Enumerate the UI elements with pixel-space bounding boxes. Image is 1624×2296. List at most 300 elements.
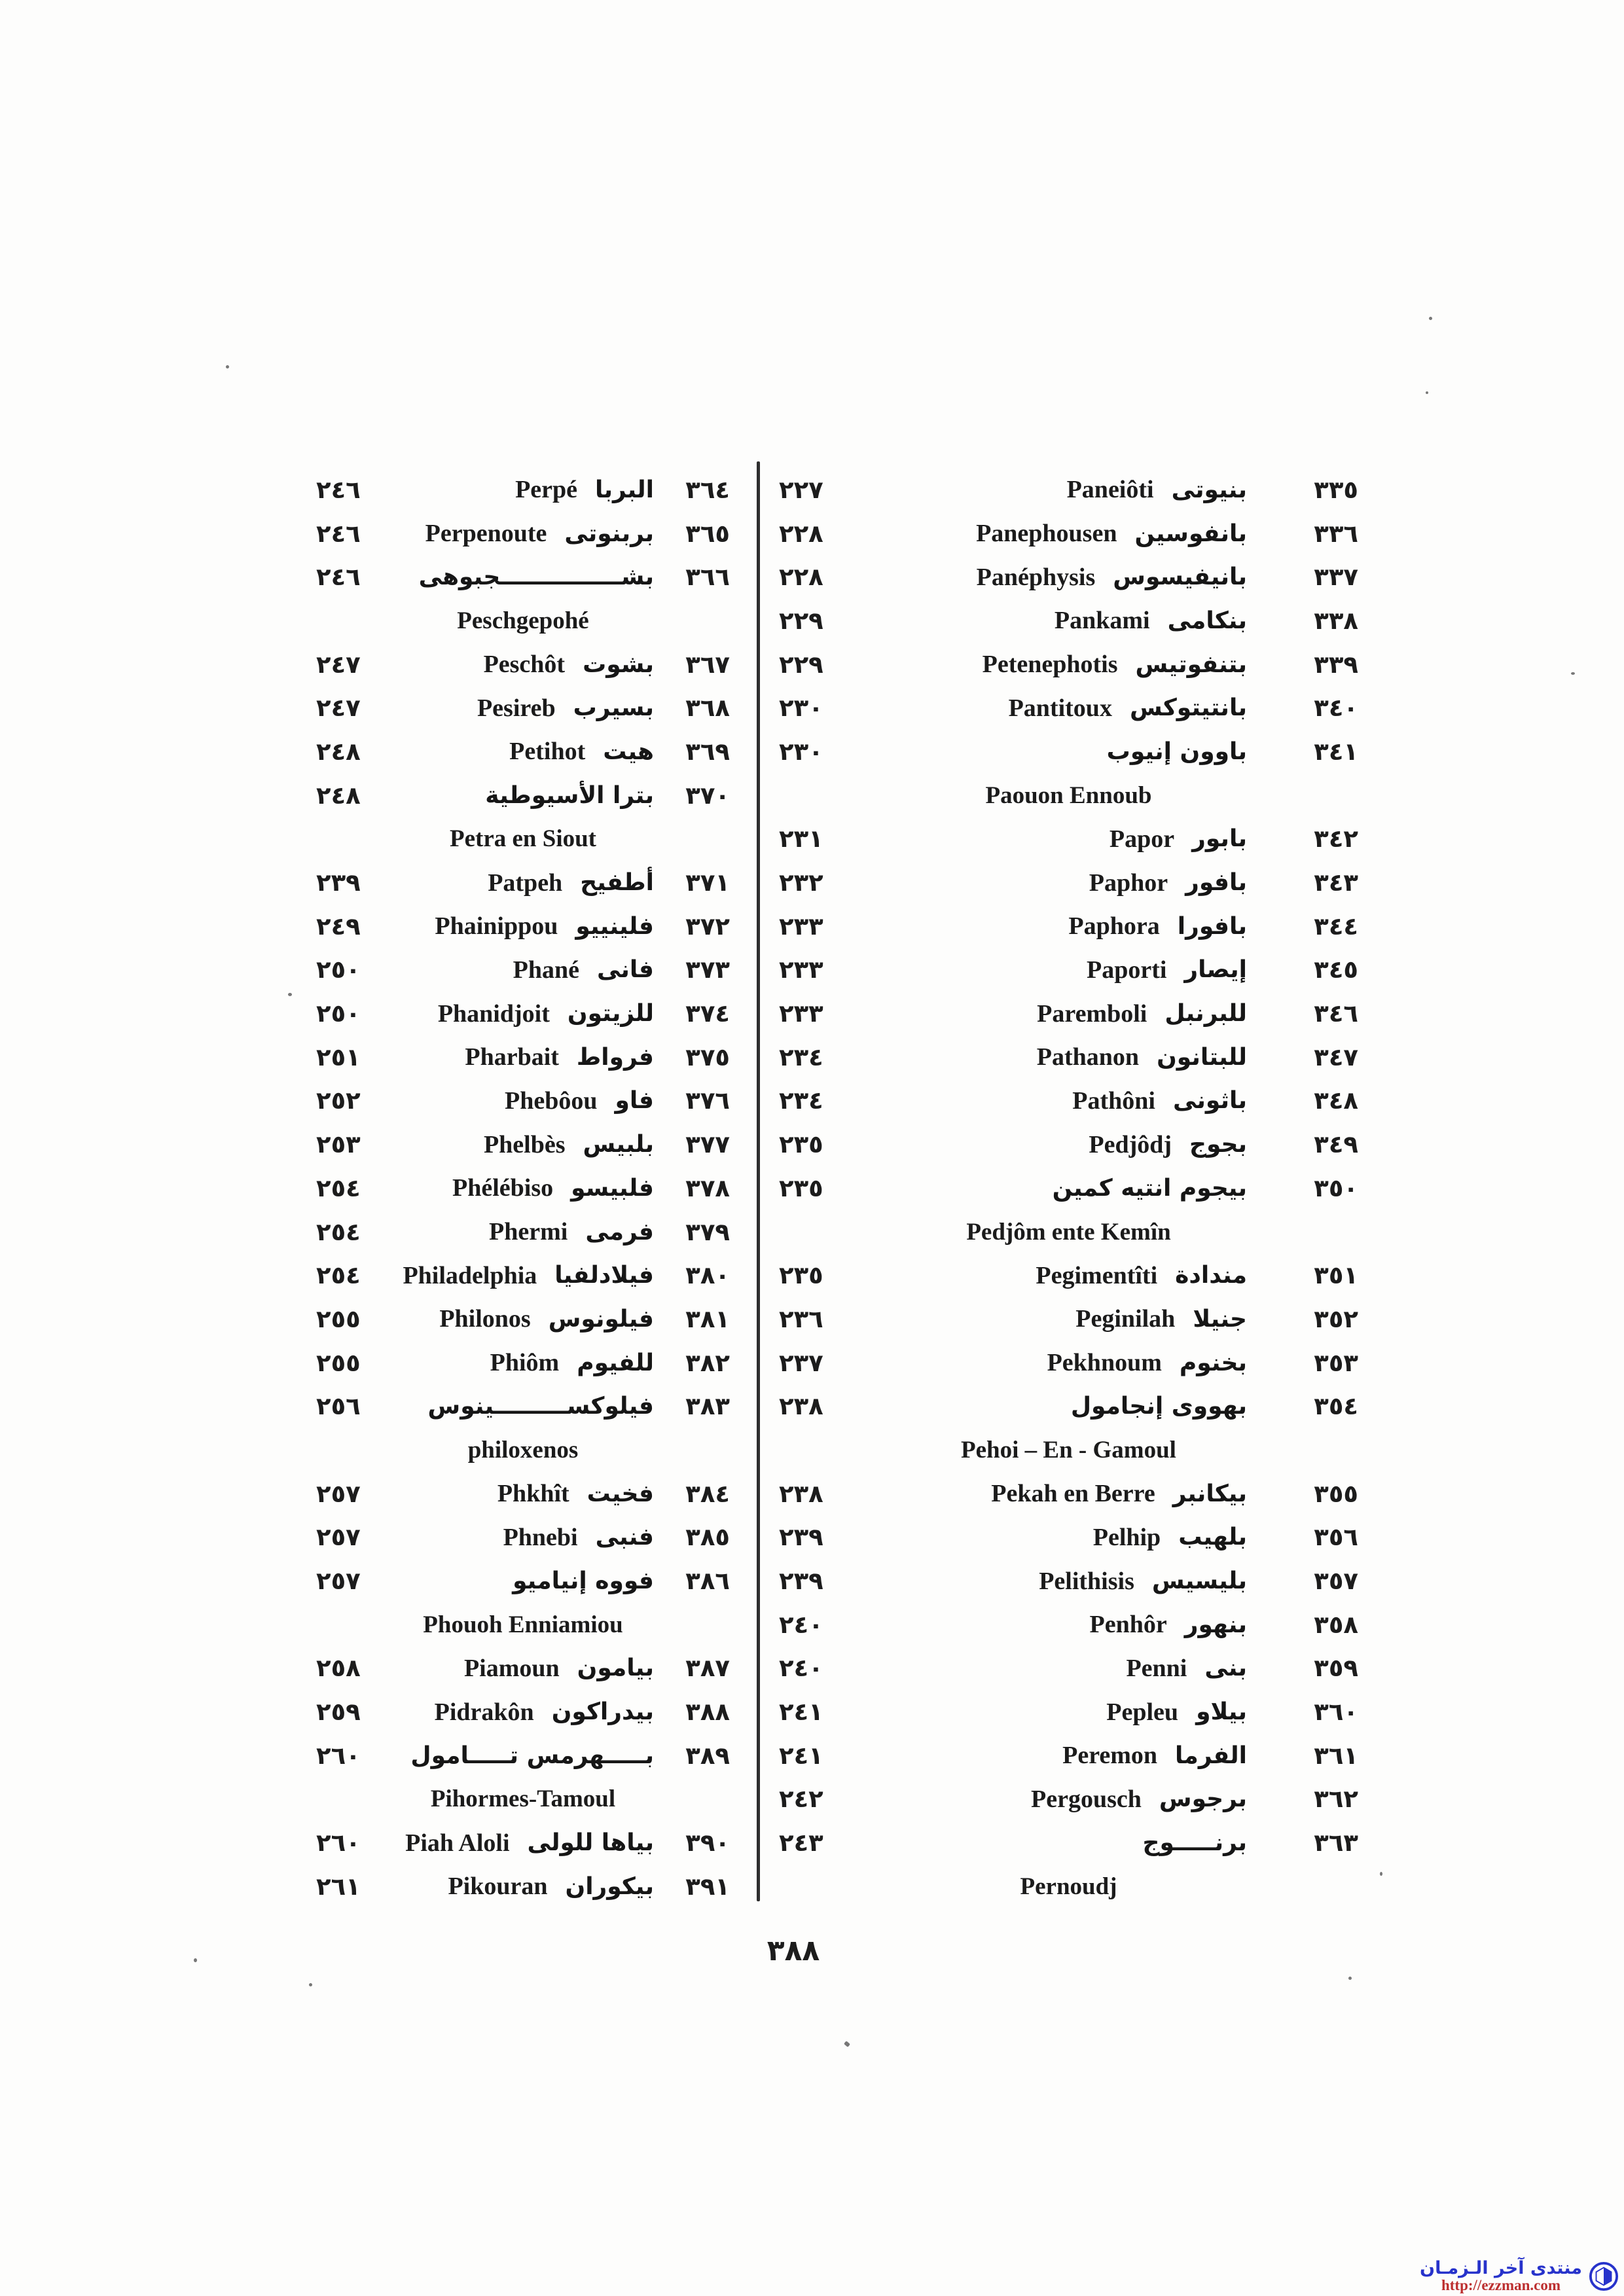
- entry-latin-name: Pepleu: [1106, 1698, 1179, 1726]
- entry-latin-name: Pantitoux: [1008, 694, 1112, 722]
- entry-latin-name: Patpeh: [488, 869, 563, 897]
- entry-name: [844, 869, 1293, 897]
- index-entry-row: [779, 1734, 1358, 1778]
- entry-page-number: ٢٤٠: [779, 1654, 823, 1683]
- entry-serial-number: ٣٨٢: [685, 1348, 730, 1377]
- scan-speck: [1348, 1977, 1352, 1980]
- index-entry-row: [316, 643, 730, 687]
- entry-page-number: ٢٤٢: [779, 1785, 823, 1814]
- entry-arabic-name: بلهيب: [1178, 1524, 1247, 1551]
- index-entry-row: [779, 468, 1358, 512]
- entry-latin-name: Penhôr: [1089, 1611, 1167, 1639]
- index-entry-row: [779, 1035, 1358, 1079]
- entry-arabic-name: بربنوتى: [564, 520, 654, 547]
- entry-serial-number: ٣٤٤: [1314, 912, 1358, 941]
- entry-latin-name-continuation: Peschgepohé: [457, 607, 589, 634]
- entry-name: [844, 650, 1293, 679]
- entry-serial-number: ٣٧٣: [685, 956, 730, 984]
- entry-serial-number: ٣٧٩: [685, 1217, 730, 1246]
- entry-serial-number: ٣٦٥: [685, 519, 730, 548]
- entry-name: [382, 1785, 664, 1813]
- entry-name: [382, 519, 664, 548]
- folio-page-number: ٣٨٨: [767, 1934, 820, 1967]
- entry-serial-number: ٣٤٥: [1314, 956, 1358, 984]
- entry-name: [844, 694, 1293, 723]
- entry-page-number: ٢٦٠: [316, 1829, 361, 1857]
- entry-page-number: ٢٢٨: [779, 563, 823, 592]
- entry-arabic-name: بترا الأسيوطية: [485, 781, 654, 809]
- entry-name: [844, 1523, 1293, 1552]
- index-entry-row: [316, 948, 730, 992]
- entry-arabic-name: برنـــــوج: [1142, 1829, 1247, 1857]
- entry-arabic-name: جنيلا: [1193, 1305, 1247, 1333]
- entry-arabic-name: بـــــهرمس تـــــامول: [410, 1742, 654, 1769]
- entry-page-number: ٢٥٦: [316, 1392, 361, 1421]
- entry-arabic-name: بافورا: [1177, 912, 1247, 940]
- entry-serial-number: ٣٤٦: [1314, 999, 1358, 1028]
- entry-latin-name-continuation: philoxenos: [467, 1436, 579, 1463]
- entry-latin-name-continuation: Petra en Siout: [449, 825, 597, 853]
- entry-arabic-name: بجوج: [1189, 1131, 1247, 1158]
- index-entry-row: [316, 555, 730, 599]
- continuation-row: [316, 1603, 730, 1647]
- entry-page-number: ٢٣٤: [779, 1043, 823, 1071]
- entry-serial-number: ٣٧٤: [685, 999, 730, 1028]
- index-entry-row: [779, 1647, 1358, 1691]
- entry-name: [382, 782, 664, 809]
- entry-name: [844, 1741, 1293, 1770]
- entry-serial-number: ٣٨٩: [685, 1741, 730, 1770]
- entry-arabic-name: فخيت: [586, 1480, 654, 1507]
- entry-serial-number: ٣٩٠: [685, 1829, 730, 1857]
- entry-latin-name: Pathôni: [1072, 1086, 1155, 1115]
- entry-latin-name: Pergousch: [1031, 1785, 1142, 1813]
- entry-page-number: ٢٣٣: [779, 912, 823, 941]
- entry-page-number: ٢٤٨: [316, 781, 361, 810]
- entry-name: [844, 1698, 1293, 1727]
- entry-name: [844, 825, 1293, 853]
- index-entry-row: [316, 1297, 730, 1341]
- entry-serial-number: ٣٦٨: [685, 694, 730, 723]
- entry-name: [382, 999, 664, 1028]
- index-entry-row: [779, 599, 1358, 643]
- entry-latin-name: Philonos: [439, 1305, 531, 1333]
- entry-name: [382, 475, 664, 504]
- entry-page-number: ٢٣١: [779, 825, 823, 853]
- entry-arabic-name: فيلادلفيا: [554, 1262, 654, 1289]
- index-entry-row: [316, 1341, 730, 1385]
- entry-arabic-name: بانتيتوكس: [1129, 694, 1247, 722]
- entry-page-number: ٢٤١: [779, 1698, 823, 1727]
- entry-name: [382, 1436, 664, 1464]
- entry-name: [382, 1304, 664, 1333]
- entry-arabic-name: بلبيس: [583, 1131, 654, 1158]
- index-entry-row: [779, 1253, 1358, 1297]
- entry-serial-number: ٣٦٦: [685, 563, 730, 592]
- entry-latin-name: Pelhip: [1092, 1523, 1161, 1551]
- entry-latin-name: Peremon: [1062, 1742, 1158, 1770]
- entry-name: [844, 1130, 1293, 1159]
- entry-name: [382, 1174, 664, 1202]
- index-entry-row: [779, 512, 1358, 556]
- continuation-row: [316, 1778, 730, 1821]
- entry-serial-number: ٣٣٥: [1314, 475, 1358, 504]
- index-column-right: [779, 468, 1358, 1909]
- index-entry-row: [779, 1122, 1358, 1166]
- entry-page-number: ٢٤٦: [316, 563, 361, 592]
- entry-serial-number: ٣٦٣: [1314, 1829, 1358, 1857]
- entry-latin-name: Panéphysis: [976, 563, 1096, 591]
- entry-page-number: ٢٣٥: [779, 1261, 823, 1290]
- index-entry-row: [316, 905, 730, 948]
- entry-arabic-name: فلبيسو: [571, 1174, 654, 1202]
- entry-page-number: ٢٤١: [779, 1741, 823, 1770]
- scan-speck: [1426, 391, 1428, 394]
- index-entry-row: [316, 1516, 730, 1560]
- entry-name: [844, 563, 1293, 592]
- index-entry-row: [779, 992, 1358, 1035]
- entry-page-number: ٢٤٦: [316, 475, 361, 504]
- entry-name: [844, 1610, 1293, 1639]
- index-entry-row: [779, 1472, 1358, 1516]
- entry-page-number: ٢٣٨: [779, 1392, 823, 1421]
- entry-page-number: ٢٢٨: [779, 519, 823, 548]
- entry-arabic-name: باثونى: [1172, 1087, 1247, 1115]
- entry-name: [844, 519, 1293, 548]
- entry-latin-name-continuation: Pedjôm ente Kemîn: [966, 1218, 1171, 1246]
- entry-latin-name: Pelithisis: [1039, 1567, 1134, 1595]
- entry-latin-name-continuation: Paouon Ennoub: [985, 781, 1152, 809]
- watermark-site-url: http://ezzman.com: [1441, 2276, 1561, 2293]
- entry-latin-name: Phainippou: [435, 912, 558, 941]
- entry-arabic-name: بيكوران: [565, 1873, 654, 1900]
- entry-arabic-name: الفرما: [1175, 1742, 1247, 1769]
- entry-page-number: ٢٣٠: [779, 737, 823, 766]
- index-entry-row: [779, 1166, 1358, 1210]
- index-entry-row: [316, 1821, 730, 1865]
- entry-name: [844, 1785, 1293, 1814]
- index-entry-row: [316, 861, 730, 905]
- index-entry-row: [316, 686, 730, 730]
- index-entry-row: [316, 1647, 730, 1691]
- entry-serial-number: ٣٣٩: [1314, 650, 1358, 679]
- entry-arabic-name: بليسيس: [1151, 1568, 1247, 1595]
- entry-name: [382, 1217, 664, 1246]
- entry-latin-name: Pharbait: [465, 1043, 559, 1071]
- entry-name: [382, 1479, 664, 1508]
- entry-name: [844, 738, 1293, 765]
- entry-serial-number: ٣٨٥: [685, 1523, 730, 1552]
- entry-latin-name-continuation: Phouoh Enniamiou: [423, 1611, 623, 1638]
- entry-page-number: ٢٣٨: [779, 1479, 823, 1508]
- entry-latin-name: Perpé: [515, 476, 578, 504]
- entry-arabic-name: بنى: [1204, 1655, 1247, 1682]
- entry-latin-name: Pankami: [1054, 607, 1150, 635]
- entry-name: [382, 1568, 664, 1594]
- entry-latin-name: Phelbès: [483, 1130, 566, 1158]
- entry-serial-number: ٣٧٧: [685, 1130, 730, 1159]
- entry-latin-name: Pekah en Berre: [991, 1480, 1155, 1508]
- entry-arabic-name: فيلونوس: [548, 1305, 654, 1333]
- entry-latin-name: Paphor: [1089, 869, 1168, 897]
- entry-serial-number: ٣٦٤: [685, 475, 730, 504]
- entry-latin-name: Penni: [1126, 1654, 1187, 1682]
- continuation-row: [779, 774, 1358, 817]
- scan-speck: [1380, 1872, 1382, 1876]
- entry-name: [382, 1086, 664, 1115]
- entry-arabic-name: مندادة: [1175, 1262, 1247, 1289]
- index-entry-row: [779, 1384, 1358, 1428]
- entry-name: [382, 1523, 664, 1552]
- entry-page-number: ٢٣٦: [779, 1304, 823, 1333]
- entry-serial-number: ٣٦٧: [685, 650, 730, 679]
- entry-page-number: ٢٣٩: [779, 1523, 823, 1552]
- entry-name: [844, 1393, 1293, 1420]
- entry-name: [382, 869, 664, 897]
- index-entry-row: [316, 1253, 730, 1297]
- entry-arabic-name: للفيوم: [577, 1349, 654, 1376]
- hexagon-in-circle-icon: [1589, 2261, 1619, 2291]
- entry-page-number: ٢٥٢: [316, 1086, 361, 1115]
- index-entry-row: [316, 1559, 730, 1603]
- entry-page-number: ٢٣٢: [779, 869, 823, 897]
- entry-latin-name-continuation: Pihormes-Tamoul: [430, 1785, 616, 1813]
- column-divider-rule: [757, 461, 760, 1901]
- entry-serial-number: ٣٧٥: [685, 1043, 730, 1071]
- entry-serial-number: ٣٧٨: [685, 1174, 730, 1202]
- entry-arabic-name: للزيتون: [567, 1000, 654, 1028]
- entry-serial-number: ٣٦١: [1314, 1741, 1358, 1770]
- entry-serial-number: ٣٩١: [685, 1872, 730, 1901]
- scan-speck: [1571, 672, 1575, 675]
- entry-latin-name: Papor: [1109, 825, 1175, 853]
- entry-arabic-name: هيت: [603, 738, 654, 765]
- entry-name: [382, 1393, 664, 1420]
- entry-page-number: ٢٥٤: [316, 1217, 361, 1246]
- entry-arabic-name: إيصار: [1184, 956, 1247, 984]
- entry-latin-name: Philadelphia: [403, 1261, 537, 1289]
- index-entry-row: [316, 1079, 730, 1123]
- entry-name: [382, 1261, 664, 1290]
- entry-serial-number: ٣٥٠: [1314, 1174, 1358, 1202]
- index-entry-row: [779, 948, 1358, 992]
- index-entry-row: [316, 730, 730, 774]
- watermark-site-name: منتدى آخر الـزمـان: [1420, 2257, 1582, 2278]
- entry-name: [844, 1304, 1293, 1333]
- entry-arabic-name: للبرنبل: [1164, 1000, 1247, 1028]
- entry-latin-name: Phermi: [489, 1218, 568, 1246]
- entry-arabic-name: بانفوسين: [1134, 520, 1247, 547]
- entry-serial-number: ٣٨٤: [685, 1479, 730, 1508]
- entry-serial-number: ٣٧٦: [685, 1086, 730, 1115]
- index-entry-row: [316, 1472, 730, 1516]
- entry-name: [844, 956, 1293, 984]
- scan-speck: [288, 993, 292, 996]
- entry-serial-number: ٣٨٨: [685, 1698, 730, 1727]
- entry-serial-number: ٣٨٦: [685, 1567, 730, 1596]
- entry-name: [844, 1348, 1293, 1377]
- entry-page-number: ٢٥٥: [316, 1348, 361, 1377]
- entry-page-number: ٢٤٦: [316, 519, 361, 548]
- index-entry-row: [779, 1690, 1358, 1734]
- entry-arabic-name: بخنوم: [1179, 1349, 1247, 1376]
- entry-name: [382, 1872, 664, 1901]
- entry-name: [844, 999, 1293, 1028]
- entry-name: [844, 1479, 1293, 1508]
- index-entry-row: [316, 774, 730, 817]
- entry-page-number: ٢٢٧: [779, 475, 823, 504]
- continuation-row: [316, 817, 730, 861]
- index-entry-row: [779, 686, 1358, 730]
- entry-page-number: ٢٤٧: [316, 650, 361, 679]
- entry-page-number: ٢٣٩: [779, 1567, 823, 1596]
- entry-latin-name: Phiôm: [490, 1349, 560, 1377]
- entry-name: [844, 1654, 1293, 1683]
- entry-serial-number: ٣٧٢: [685, 912, 730, 941]
- entry-serial-number: ٣٥٩: [1314, 1654, 1358, 1683]
- index-column-left: [316, 468, 730, 1909]
- entry-page-number: ٢٦٠: [316, 1741, 361, 1770]
- scan-speck: [194, 1958, 197, 1962]
- entry-serial-number: ٣٣٦: [1314, 519, 1358, 548]
- entry-name: [382, 607, 664, 635]
- entry-name: [382, 1130, 664, 1159]
- entry-name: [844, 1829, 1293, 1856]
- watermark: [1420, 2259, 1619, 2293]
- entry-page-number: ٢٦١: [316, 1872, 361, 1901]
- entry-arabic-name: بيكانبر: [1172, 1480, 1247, 1507]
- entry-serial-number: ٣٤٠: [1314, 694, 1358, 723]
- entry-latin-name-continuation: Pernoudj: [1020, 1873, 1117, 1900]
- entry-arabic-name: بهووى إنجامول: [1070, 1393, 1247, 1420]
- entry-latin-name: Perpenoute: [425, 520, 547, 548]
- entry-name: [382, 650, 664, 679]
- entry-latin-name: Pathanon: [1036, 1043, 1140, 1071]
- entry-arabic-name: فرواط: [576, 1043, 654, 1071]
- entry-serial-number: ٣٥٣: [1314, 1348, 1358, 1377]
- entry-page-number: ٢٣٩: [316, 869, 361, 897]
- entry-page-number: ٢٥٠: [316, 999, 361, 1028]
- entry-page-number: ٢٥٨: [316, 1654, 361, 1683]
- entry-name: [382, 564, 664, 590]
- entry-page-number: ٢٣٥: [779, 1174, 823, 1202]
- index-entry-row: [316, 992, 730, 1035]
- entry-latin-name: Paporti: [1086, 956, 1167, 984]
- scan-speck: [1429, 317, 1432, 320]
- continuation-row: [316, 1428, 730, 1472]
- entry-arabic-name: برجوس: [1159, 1785, 1247, 1813]
- entry-latin-name: Paremboli: [1037, 999, 1147, 1028]
- entry-arabic-name: فلينييو: [575, 912, 654, 940]
- scan-speck: [226, 365, 229, 368]
- entry-latin-name: Paneiôti: [1066, 476, 1154, 504]
- entry-arabic-name: بياها للولى: [527, 1829, 654, 1857]
- index-entry-row: [316, 1210, 730, 1254]
- index-entry-row: [316, 1166, 730, 1210]
- entry-latin-name-continuation: Pehoi – En - Gamoul: [961, 1436, 1176, 1463]
- entry-latin-name: Peginilah: [1075, 1305, 1176, 1333]
- index-entry-row: [316, 1122, 730, 1166]
- entry-page-number: ٢٥٥: [316, 1304, 361, 1333]
- entry-serial-number: ٣٤٣: [1314, 869, 1358, 897]
- continuation-row: [779, 1865, 1358, 1909]
- entry-name: [382, 825, 664, 853]
- index-entry-row: [316, 468, 730, 512]
- entry-name: [382, 1654, 664, 1683]
- entry-page-number: ٢٥٧: [316, 1523, 361, 1552]
- entry-name: [844, 1436, 1293, 1464]
- entry-page-number: ٢٤٩: [316, 912, 361, 941]
- entry-latin-name: Petenephotis: [982, 651, 1118, 679]
- entry-page-number: ٢٢٩: [779, 606, 823, 635]
- entry-serial-number: ٣٣٧: [1314, 563, 1358, 592]
- entry-name: [382, 1742, 664, 1769]
- entry-latin-name: Pekhnoum: [1047, 1349, 1162, 1377]
- entry-page-number: ٢٥٧: [316, 1479, 361, 1508]
- entry-name: [382, 1043, 664, 1071]
- entry-name: [844, 1873, 1293, 1901]
- entry-name: [382, 1698, 664, 1727]
- entry-name: [382, 912, 664, 941]
- index-entry-row: [316, 1690, 730, 1734]
- entry-page-number: ٢٥٠: [316, 956, 361, 984]
- entry-latin-name: Pedjôdj: [1089, 1130, 1172, 1158]
- entry-name: [382, 737, 664, 766]
- entry-arabic-name: بيلاو: [1196, 1698, 1247, 1726]
- entry-page-number: ٢٣٧: [779, 1348, 823, 1377]
- entry-page-number: ٢٥٩: [316, 1698, 361, 1727]
- continuation-row: [779, 1428, 1358, 1472]
- entry-arabic-name: بنيوتى: [1171, 476, 1247, 503]
- entry-page-number: ٢٣٣: [779, 956, 823, 984]
- scan-speck: [844, 2041, 850, 2047]
- entry-page-number: ٢٥٤: [316, 1261, 361, 1290]
- entry-page-number: ٢٥٣: [316, 1130, 361, 1159]
- entry-serial-number: ٣٥٨: [1314, 1610, 1358, 1639]
- entry-arabic-name: بتنفوتيس: [1135, 651, 1247, 678]
- index-entry-row: [779, 1079, 1358, 1123]
- entry-arabic-name: بانيفيسوس: [1113, 564, 1247, 591]
- entry-serial-number: ٣٦٩: [685, 737, 730, 766]
- entry-latin-name: Phélébiso: [452, 1174, 554, 1202]
- entry-name: [844, 1043, 1293, 1071]
- entry-arabic-name: فيلوكســـــــــينوس: [427, 1393, 654, 1420]
- entry-name: [844, 1567, 1293, 1596]
- entry-page-number: ٢٣٣: [779, 999, 823, 1028]
- index-entry-row: [779, 1603, 1358, 1647]
- entry-arabic-name: فانى: [596, 956, 654, 984]
- entry-serial-number: ٣٥٦: [1314, 1523, 1358, 1552]
- index-entry-row: [779, 1778, 1358, 1821]
- index-entry-row: [779, 730, 1358, 774]
- entry-arabic-name: بيدراكون: [551, 1698, 654, 1726]
- watermark-text: [1420, 2259, 1582, 2293]
- entry-serial-number: ٣٤٨: [1314, 1086, 1358, 1115]
- entry-arabic-name: فووه إنياميو: [513, 1568, 654, 1595]
- entry-serial-number: ٣٨٠: [685, 1261, 730, 1290]
- entry-page-number: ٢٤٣: [779, 1829, 823, 1857]
- entry-latin-name: Piah Aloli: [405, 1829, 510, 1857]
- index-entry-row: [316, 1734, 730, 1778]
- entry-name: [382, 1829, 664, 1857]
- entry-latin-name: Phnebi: [503, 1523, 578, 1551]
- entry-serial-number: ٣٥٤: [1314, 1392, 1358, 1421]
- index-entry-row: [316, 512, 730, 556]
- entry-arabic-name: بيامون: [577, 1655, 654, 1682]
- entry-arabic-name: أطفيح: [580, 869, 654, 897]
- entry-arabic-name: باوون إنيوب: [1106, 738, 1247, 765]
- entry-latin-name: Phané: [513, 956, 579, 984]
